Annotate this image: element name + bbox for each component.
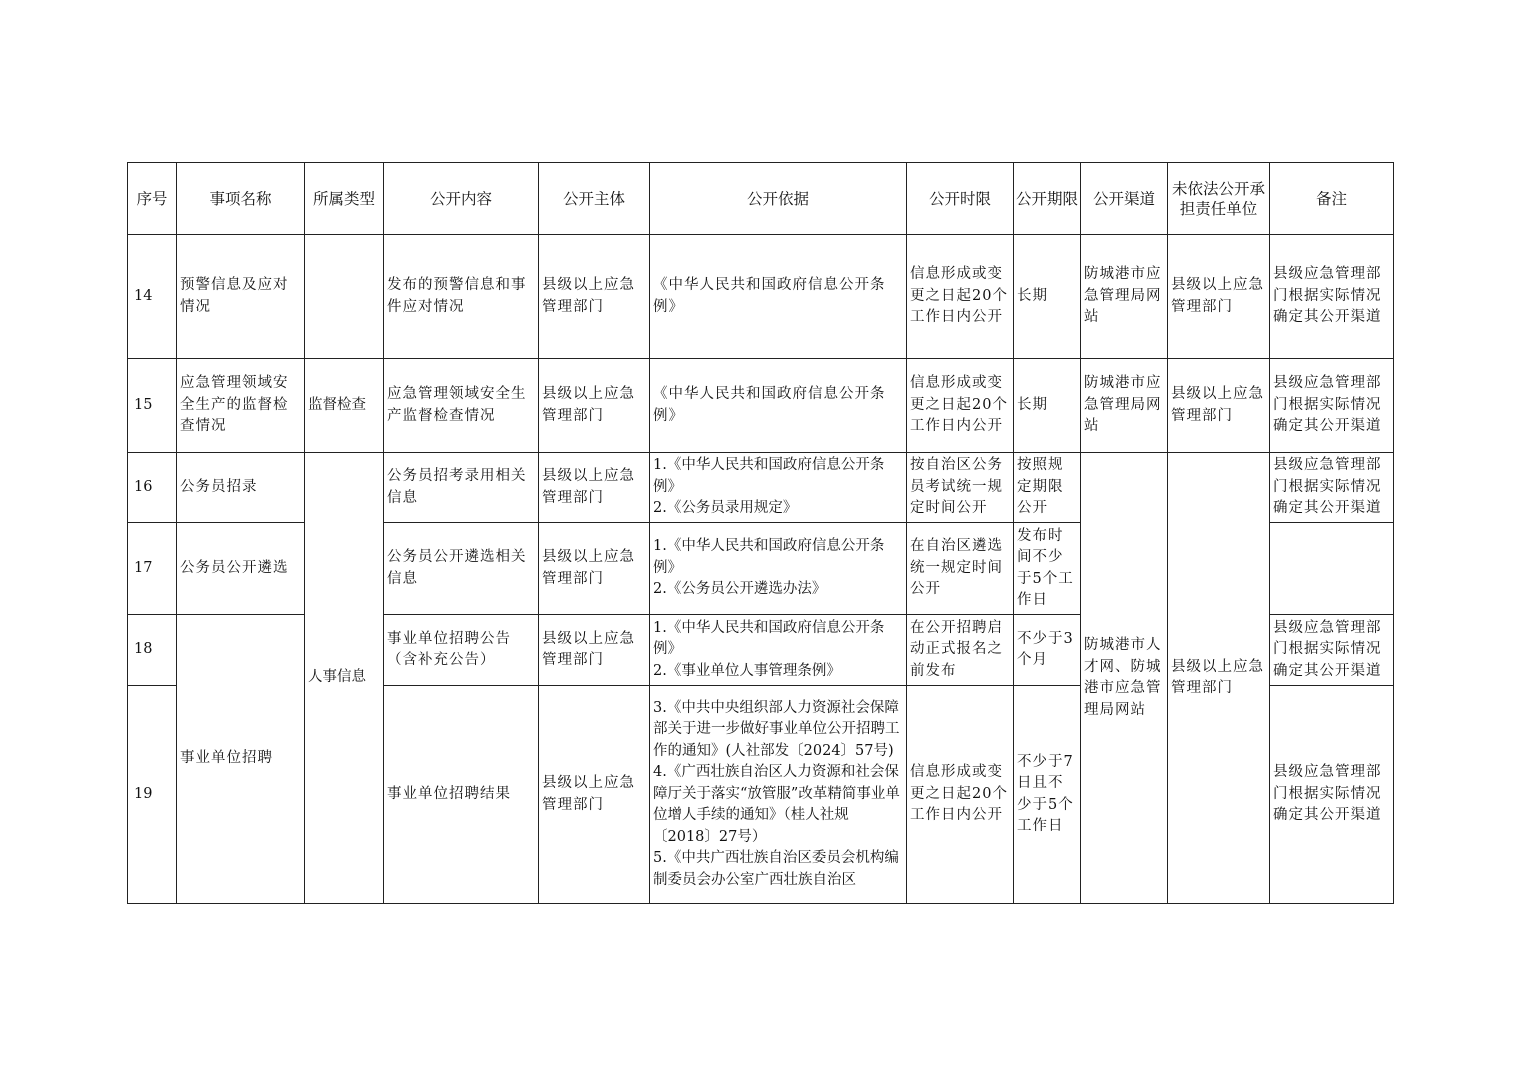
- item-type-personnel: 人事信息: [305, 453, 384, 904]
- disclosure-period: 按照规定期限公开: [1014, 453, 1081, 523]
- disclosure-basis: 1.《中华人民共和国政府信息公开条例》 2.《事业单位人事管理条例》: [650, 615, 907, 686]
- disclosure-subject: 县级以上应急管理部门: [539, 453, 650, 523]
- disclosure-time-limit: 信息形成或变更之日起20个工作日内公开: [907, 686, 1014, 904]
- disclosure-channel: 防城港市应急管理局网站: [1081, 359, 1168, 453]
- remark: 县级应急管理部门根据实际情况确定其公开渠道: [1270, 359, 1394, 453]
- item-name: 公务员公开遴选: [177, 523, 305, 615]
- table-row: [128, 235, 1394, 359]
- responsible-unit: 县级以上应急管理部门: [1168, 359, 1270, 453]
- disclosure-time-limit: 按自治区公务员考试统一规定时间公开: [907, 453, 1014, 523]
- responsible-unit: 县级以上应急管理部门: [1168, 235, 1270, 359]
- header-cell-content: 公开内容: [384, 163, 539, 235]
- header-cell-subject: 公开主体: [539, 163, 650, 235]
- disclosure-period: 不少于7日且不少于5个工作日: [1014, 686, 1081, 904]
- disclosure-period: 不少于3个月: [1014, 615, 1081, 686]
- item-name: 应急管理领域安全生产的监督检查情况: [177, 359, 305, 453]
- disclosure-time-limit: 信息形成或变更之日起20个工作日内公开: [907, 235, 1014, 359]
- header-cell-time-limit: 公开时限: [907, 163, 1014, 235]
- table-row: [128, 453, 1394, 523]
- header-cell-responsible: 未依法公开承担责任单位: [1168, 163, 1270, 235]
- item-type: [305, 235, 384, 359]
- disclosure-basis: 1.《中华人民共和国政府信息公开条例》 2.《公务员公开遴选办法》: [650, 523, 907, 615]
- table-row: [128, 359, 1394, 453]
- header-cell-basis: 公开依据: [650, 163, 907, 235]
- row-number: 17: [128, 523, 177, 615]
- item-name: 预警信息及应对情况: [177, 235, 305, 359]
- item-name-institution-recruit: 事业单位招聘: [177, 615, 305, 904]
- disclosure-basis: 3.《中共中央组织部人力资源社会保障部关于进一步做好事业单位公开招聘工作的通知》(人社部发〔2024〕57号) 4.《广西壮族自治区人力资源和社会保障厅关于落实“放管服”改革精简事业单位增人手续的通知》（桂人社规〔2018〕27号） 5.《中共广西壮族自治区委员会机构编制委员会办公室广西壮族自治区: [650, 686, 907, 904]
- disclosure-period: 长期: [1014, 359, 1081, 453]
- remark: 县级应急管理部门根据实际情况确定其公开渠道: [1270, 453, 1394, 523]
- disclosure-subject: 县级以上应急管理部门: [539, 235, 650, 359]
- disclosure-time-limit: 信息形成或变更之日起20个工作日内公开: [907, 359, 1014, 453]
- header-cell-name: 事项名称: [177, 163, 305, 235]
- disclosure-basis: 《中华人民共和国政府信息公开条例》: [650, 359, 907, 453]
- disclosure-table: [127, 162, 1394, 904]
- header-cell-remark: 备注: [1270, 163, 1394, 235]
- header-row: [128, 163, 1394, 235]
- remark: [1270, 523, 1394, 615]
- disclosure-content: 事业单位招聘结果: [384, 686, 539, 904]
- disclosure-channel: 防城港市应急管理局网站: [1081, 235, 1168, 359]
- disclosure-subject: 县级以上应急管理部门: [539, 615, 650, 686]
- row-number: 18: [128, 615, 177, 686]
- remark: 县级应急管理部门根据实际情况确定其公开渠道: [1270, 686, 1394, 904]
- disclosure-content: 发布的预警信息和事件应对情况: [384, 235, 539, 359]
- disclosure-time-limit: 在自治区遴选统一规定时间公开: [907, 523, 1014, 615]
- disclosure-channel-merged: 防城港市人才网、防城港市应急管理局网站: [1081, 453, 1168, 904]
- header-cell-channel: 公开渠道: [1081, 163, 1168, 235]
- disclosure-basis: 《中华人民共和国政府信息公开条例》: [650, 235, 907, 359]
- remark: 县级应急管理部门根据实际情况确定其公开渠道: [1270, 235, 1394, 359]
- disclosure-time-limit: 在公开招聘启动正式报名之前发布: [907, 615, 1014, 686]
- remark: 县级应急管理部门根据实际情况确定其公开渠道: [1270, 615, 1394, 686]
- item-name: 公务员招录: [177, 453, 305, 523]
- disclosure-period: 长期: [1014, 235, 1081, 359]
- header-cell-period: 公开期限: [1014, 163, 1081, 235]
- row-number: 15: [128, 359, 177, 453]
- disclosure-content: 公务员公开遴选相关信息: [384, 523, 539, 615]
- row-number: 16: [128, 453, 177, 523]
- item-type: 监督检查: [305, 359, 384, 453]
- row-number: 14: [128, 235, 177, 359]
- disclosure-subject: 县级以上应急管理部门: [539, 359, 650, 453]
- disclosure-basis: 1.《中华人民共和国政府信息公开条例》 2.《公务员录用规定》: [650, 453, 907, 523]
- header-cell-no: 序号: [128, 163, 177, 235]
- disclosure-subject: 县级以上应急管理部门: [539, 686, 650, 904]
- disclosure-content: 应急管理领域安全生产监督检查情况: [384, 359, 539, 453]
- disclosure-content: 事业单位招聘公告（含补充公告）: [384, 615, 539, 686]
- disclosure-subject: 县级以上应急管理部门: [539, 523, 650, 615]
- disclosure-period: 发布时间不少于5个工作日: [1014, 523, 1081, 615]
- disclosure-content: 公务员招考录用相关信息: [384, 453, 539, 523]
- header-cell-type: 所属类型: [305, 163, 384, 235]
- responsible-unit-merged: 县级以上应急管理部门: [1168, 453, 1270, 904]
- row-number: 19: [128, 686, 177, 904]
